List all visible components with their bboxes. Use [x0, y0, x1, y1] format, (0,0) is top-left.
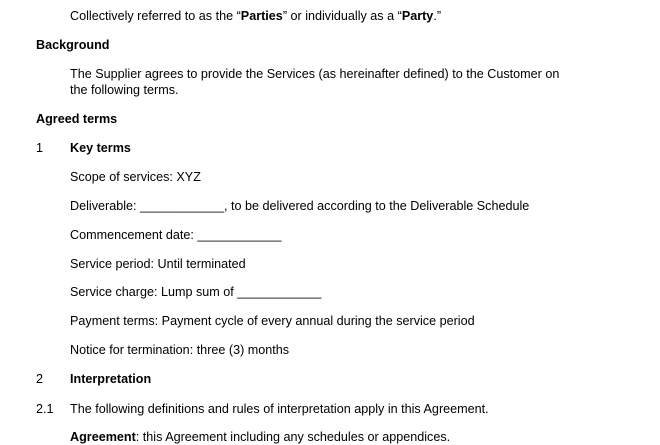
scope-of-services: Scope of services: XYZ [70, 170, 201, 184]
agreement-term: Agreement [70, 430, 136, 444]
section-2-title: Interpretation [70, 372, 152, 386]
section-2-1-text: The following definitions and rules of interpretation apply in this Agreement. [70, 402, 489, 416]
agreement-definition-text: : this Agreement including any schedules or appendices. [135, 430, 451, 444]
agreed-terms-heading: Agreed terms [36, 112, 118, 126]
background-text-line-2: the following terms. [70, 83, 179, 97]
deliverable: Deliverable: ____________, to be delivered according to the Deliverable Schedule [70, 199, 530, 213]
background-heading: Background [36, 38, 110, 52]
section-1-number: 1 [36, 141, 44, 155]
notice-for-termination: Notice for termination: three (3) months [70, 343, 290, 357]
background-text-line-1: The Supplier agrees to provide the Services (as hereinafter defined) to the Customer on [70, 67, 560, 81]
service-period: Service period: Until terminated [70, 257, 246, 271]
intro-line: Collectively referred to as the “Parties” or individually as a “Party.” [70, 9, 442, 23]
service-charge: Service charge: Lump sum of ____________ [70, 285, 322, 299]
section-2-1-number: 2.1 [36, 402, 54, 416]
section-1-title: Key terms [70, 141, 131, 155]
parties-term: Parties [240, 9, 283, 23]
party-term: Party [401, 9, 434, 23]
agreement-definition [70, 429, 450, 445]
commencement-date: Commencement date: ____________ [70, 228, 282, 242]
payment-terms: Payment terms: Payment cycle of every annual during the service period [70, 314, 475, 328]
section-2-number: 2 [36, 372, 44, 386]
